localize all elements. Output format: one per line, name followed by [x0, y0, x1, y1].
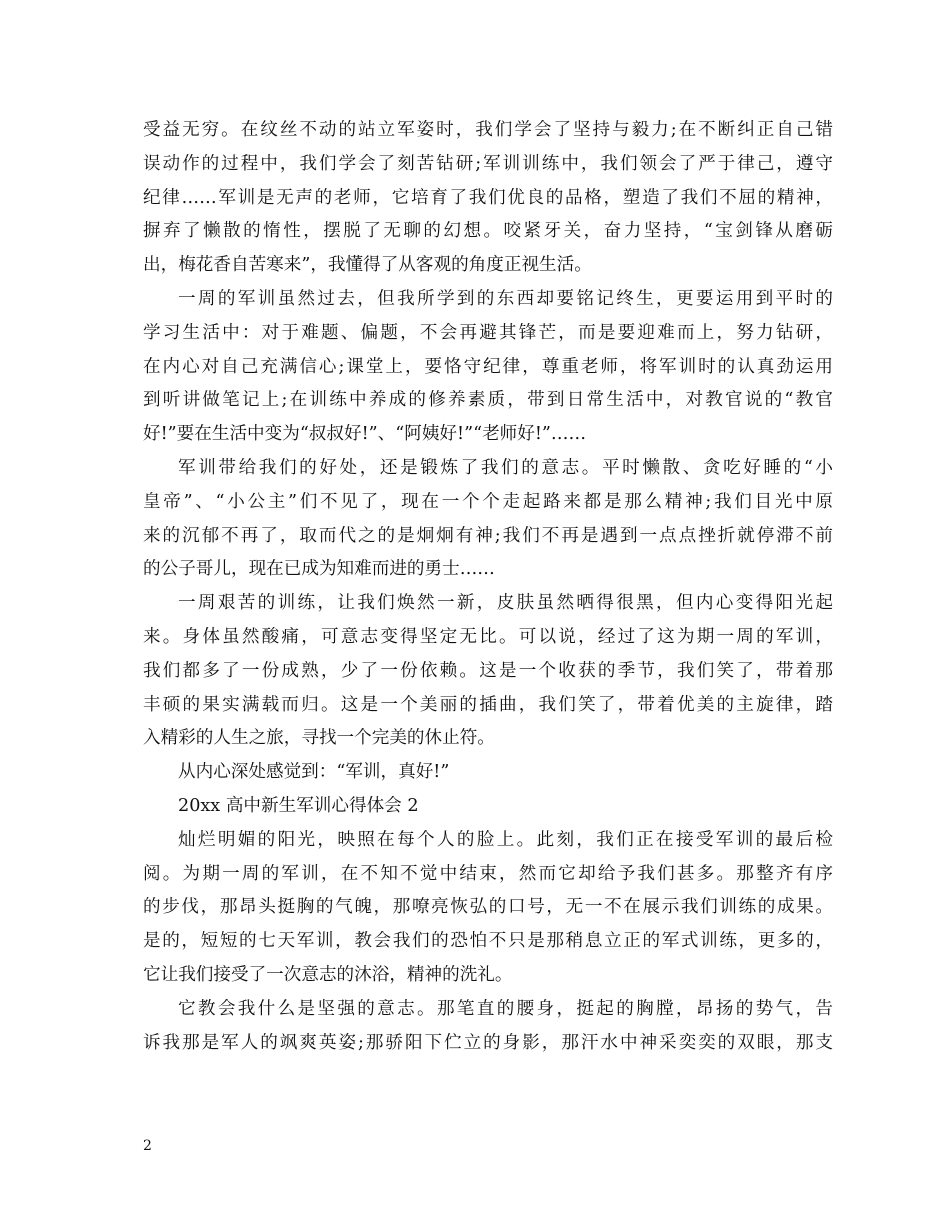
text-line: 误动作的过程中，我们学会了刻苦钻研;军训训练中，我们领会了严于律己，遵守	[143, 153, 833, 174]
text-line: 好!”要在生活中变为“叔叔好!”、“阿姨好!”“老师好!”……	[143, 424, 587, 445]
text-line: 受益无穷。在纹丝不动的站立军姿时，我们学会了坚持与毅力;在不断纠正自己错	[143, 120, 833, 140]
text-line: 从内心深处感觉到：“军训，真好!”	[178, 762, 450, 783]
text-line: 摒弃了懒散的惰性，摆脱了无聊的幻想。咬紧牙关，奋力坚持，“宝剑锋从磨砺	[143, 221, 833, 242]
paragraph	[143, 587, 833, 756]
text-line: 到听讲做笔记上;在训练中养成的修养素质，带到日常生活中，对教官说的“教官	[143, 390, 833, 411]
text-line: 的公子哥儿，现在已成为知难而进的勇士……	[143, 559, 495, 580]
text-line: 在内心对自己充满信心;课堂上，要恪守纪律，尊重老师，将军训时的认真劲运用	[143, 356, 833, 377]
text-line: 灿烂明媚的阳光，映照在每个人的脸上。此刻，我们正在接受军训的最后检	[178, 829, 833, 850]
page-number: 2	[143, 1138, 152, 1154]
paragraph	[143, 790, 833, 824]
paragraph	[143, 824, 833, 993]
text-line: 丰硕的果实满载而归。这是一个美丽的插曲，我们笑了，带着优美的主旋律，踏	[143, 694, 833, 715]
paragraph	[143, 283, 833, 452]
text-line: 是的，短短的七天军训，教会我们的恐怕不只是那稍息立正的军式训练，更多的，	[143, 931, 833, 952]
paragraph	[143, 114, 833, 283]
paragraph	[143, 993, 833, 1061]
text-line: 来的沉郁不再了，取而代之的是炯炯有神;我们不再是遇到一点点挫折就停滞不前	[143, 525, 833, 546]
paragraph	[143, 452, 833, 587]
paragraph	[143, 756, 833, 790]
text-line: 一周的军训虽然过去，但我所学到的东西却要铭记终生，更要运用到平时的	[178, 288, 833, 309]
text-line: 来。身体虽然酸痛，可意志变得坚定无比。可以说，经过了这为期一周的军训，	[143, 626, 833, 647]
text-line: 一周艰苦的训练，让我们焕然一新，皮肤虽然晒得很黑，但内心变得阳光起	[178, 593, 833, 614]
text-line: 军训带给我们的好处，还是锻炼了我们的意志。平时懒散、贪吃好睡的“小	[178, 457, 833, 478]
text-line: 出，梅花香自苦寒来”，我懂得了从客观的角度正视生活。	[143, 255, 592, 276]
text-line: 纪律……军训是无声的老师，它培育了我们优良的品格，塑造了我们不屈的精神，	[143, 187, 833, 208]
document-body	[143, 114, 833, 1060]
text-line: 它让我们接受了一次意志的沐浴，精神的洗礼。	[143, 964, 513, 985]
text-line: 诉我那是军人的飒爽英姿;那骄阳下伫立的身影，那汗水中神采奕奕的双眼，那支	[143, 1032, 833, 1053]
text-line: 的步伐，那昂头挺胸的气魄，那嘹亮恢弘的口号，无一不在展示我们训练的成果。	[143, 897, 833, 918]
text-line: 皇帝”、“小公主”们不见了，现在一个个走起路来都是那么精神;我们目光中原	[143, 491, 833, 512]
text-line: 学习生活中：对于难题、偏题，不会再避其锋芒，而是要迎难而上，努力钻研，	[143, 322, 833, 343]
text-line: 阅。为期一周的军训，在不知不觉中结束，然而它却给予我们甚多。那整齐有序	[143, 863, 833, 884]
text-line: 我们都多了一份成熟，少了一份依赖。这是一个收获的季节，我们笑了，带着那	[143, 660, 833, 681]
text-line: 它教会我什么是坚强的意志。那笔直的腰身，挺起的胸膛，昂扬的势气，告	[178, 998, 833, 1019]
text-line: 入精彩的人生之旅，寻找一个完美的休止符。	[143, 728, 495, 749]
text-line: 20xx 高中新生军训心得体会 2	[178, 795, 419, 816]
